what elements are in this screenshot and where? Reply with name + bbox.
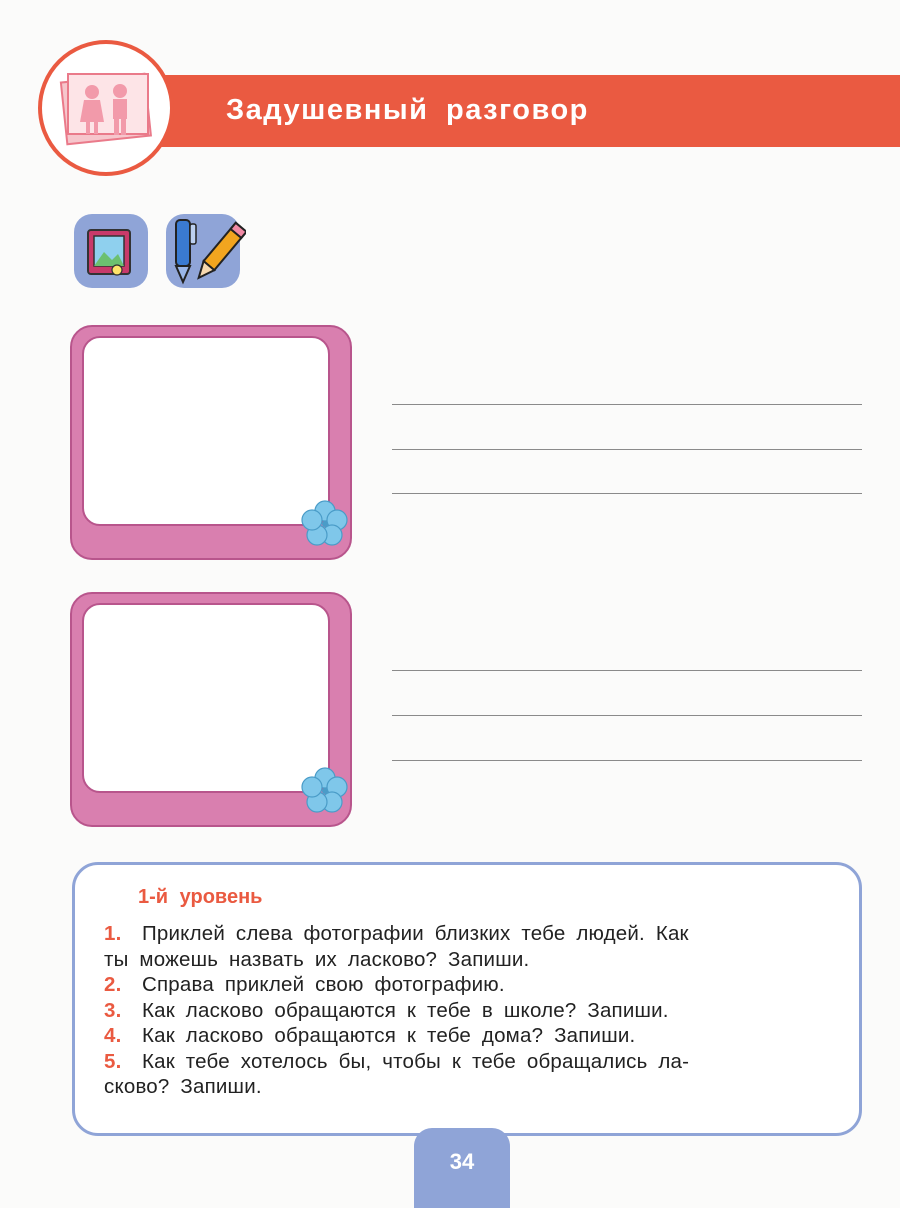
task-text: Приклей слева фотографии близких тебе людей. Как bbox=[142, 922, 689, 945]
task-item bbox=[104, 998, 830, 1024]
photo-slot[interactable] bbox=[82, 603, 330, 793]
writing-line[interactable] bbox=[392, 760, 862, 761]
task-item bbox=[104, 1049, 830, 1075]
writing-line[interactable] bbox=[392, 493, 862, 494]
photo-slot[interactable] bbox=[82, 336, 330, 526]
children-photo-icon bbox=[56, 60, 156, 156]
task-text: Как ласково обращаются к тебе в школе? Запиши. bbox=[142, 998, 669, 1022]
task-text: Как ласково обращаются к тебе дома? Запиши. bbox=[142, 1024, 636, 1047]
level-title: 1-й уровень bbox=[138, 886, 263, 908]
task-item bbox=[104, 972, 830, 998]
task-item bbox=[104, 921, 830, 947]
task-item bbox=[104, 1023, 830, 1049]
writing-line[interactable] bbox=[392, 449, 862, 450]
task-text: сково? Запиши. bbox=[104, 1075, 262, 1098]
task-number: 1. bbox=[104, 922, 122, 945]
task-item-continuation bbox=[104, 1074, 830, 1100]
task-item-continuation bbox=[104, 947, 830, 973]
photo-frame-relatives bbox=[70, 325, 352, 560]
task-list bbox=[104, 921, 830, 1100]
task-text: Как тебе хотелось бы, чтобы к тебе обращались ла- bbox=[142, 1049, 690, 1073]
task-text: Справа приклей свою фотографию. bbox=[142, 973, 505, 996]
writing-line[interactable] bbox=[392, 404, 862, 405]
pen-and-pencil-icon bbox=[166, 214, 246, 288]
task-number: 3. bbox=[104, 998, 122, 1022]
picture-frame-tool bbox=[74, 214, 148, 288]
task-number: 2. bbox=[104, 973, 122, 996]
writing-line[interactable] bbox=[392, 670, 862, 671]
picture-frame-icon bbox=[74, 214, 148, 288]
pen-pencil-tool bbox=[166, 214, 240, 288]
page-title: Задушевный разговор bbox=[226, 94, 589, 126]
flower-icon bbox=[298, 497, 352, 551]
task-number: 5. bbox=[104, 1049, 122, 1073]
task-number: 4. bbox=[104, 1024, 122, 1047]
photo-frame-self bbox=[70, 592, 352, 827]
page-number: 34 bbox=[449, 1149, 475, 1174]
flower-icon bbox=[298, 764, 352, 818]
section-logo bbox=[38, 40, 174, 176]
task-text: ты можешь назвать их ласково? Запиши. bbox=[104, 947, 530, 971]
writing-line[interactable] bbox=[392, 715, 862, 716]
